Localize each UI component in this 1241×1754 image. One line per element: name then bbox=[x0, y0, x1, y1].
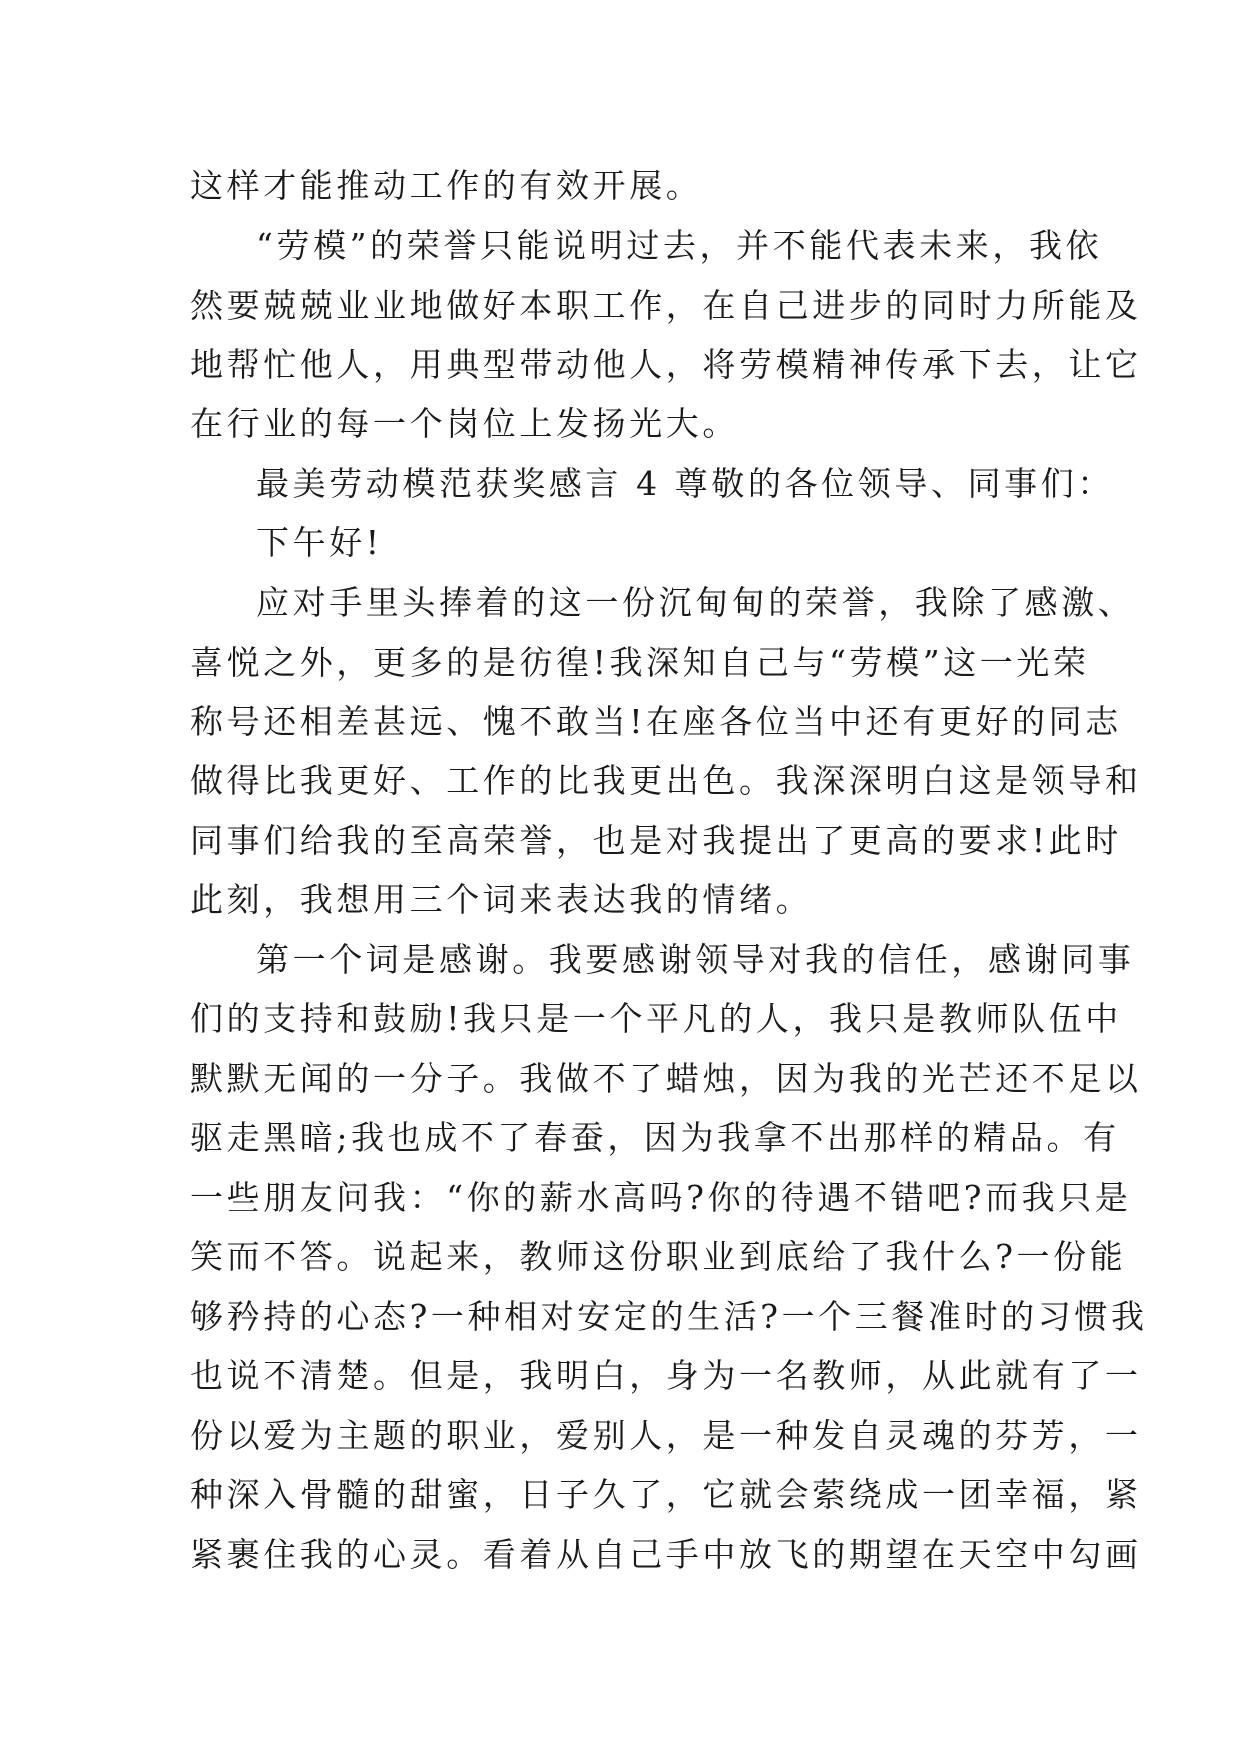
text-line: 同事们给我的至高荣誉，也是对我提出了更高的要求!此时 bbox=[190, 821, 1122, 860]
text-line: 喜悦之外，更多的是彷徨!我深知自己与“劳模”这一光荣 bbox=[190, 643, 1090, 682]
text-line: 然要兢兢业业地做好本职工作，在自己进步的同时力所能及 bbox=[190, 286, 1142, 325]
text-line: 笑而不答。说起来，教师这份职业到底给了我什么?一份能 bbox=[190, 1237, 1127, 1276]
text-line: 这样才能推动工作的有效开展。 bbox=[190, 166, 703, 205]
text-line: 也说不清楚。但是，我明白，身为一名教师，从此就有了一 bbox=[190, 1356, 1142, 1395]
text-line: 种深入骨髓的甜蜜，日子久了，它就会萦绕成一团幸福，紧 bbox=[190, 1475, 1142, 1514]
text-line: 称号还相差甚远、愧不敢当!在座各位当中还有更好的同志 bbox=[190, 702, 1122, 741]
text-line: 最美劳动模范获奖感言 4 尊敬的各位领导、同事们： bbox=[256, 464, 1114, 503]
text-line: 在行业的每一个岗位上发扬光大。 bbox=[190, 404, 739, 443]
text-line: 一些朋友问我：“你的薪水高吗?你的待遇不错吧?而我只是 bbox=[190, 1178, 1132, 1217]
text-line: 地帮忙他人，用典型带动他人，将劳模精神传承下去，让它 bbox=[190, 345, 1142, 384]
text-line: 紧裹住我的心灵。看着从自己手中放飞的期望在天空中勾画 bbox=[190, 1535, 1142, 1574]
text-line: 驱走黑暗;我也成不了春蚕，因为我拿不出那样的精品。有 bbox=[190, 1118, 1120, 1157]
text-line: 下午好! bbox=[256, 523, 383, 562]
text-line: 默默无闻的一分子。我做不了蜡烛，因为我的光芒还不足以 bbox=[190, 1059, 1142, 1098]
text-line: 此刻，我想用三个词来表达我的情绪。 bbox=[190, 880, 813, 919]
text-line: 们的支持和鼓励!我只是一个平凡的人，我只是教师队伍中 bbox=[190, 999, 1122, 1038]
text-line: “劳模”的荣誉只能说明过去，并不能代表未来，我依 bbox=[256, 226, 1103, 265]
text-line: 第一个词是感谢。我要感谢领导对我的信任，感谢同事 bbox=[256, 940, 1135, 979]
text-line: 应对手里头捧着的这一份沉甸甸的荣誉，我除了感激、 bbox=[256, 583, 1135, 622]
text-line: 够矜持的心态?一种相对安定的生活?一个三餐准时的习惯我 bbox=[190, 1297, 1148, 1336]
text-line: 份以爱为主题的职业，爱别人，是一种发自灵魂的芬芳，一 bbox=[190, 1416, 1142, 1455]
text-line: 做得比我更好、工作的比我更出色。我深深明白这是领导和 bbox=[190, 761, 1142, 800]
